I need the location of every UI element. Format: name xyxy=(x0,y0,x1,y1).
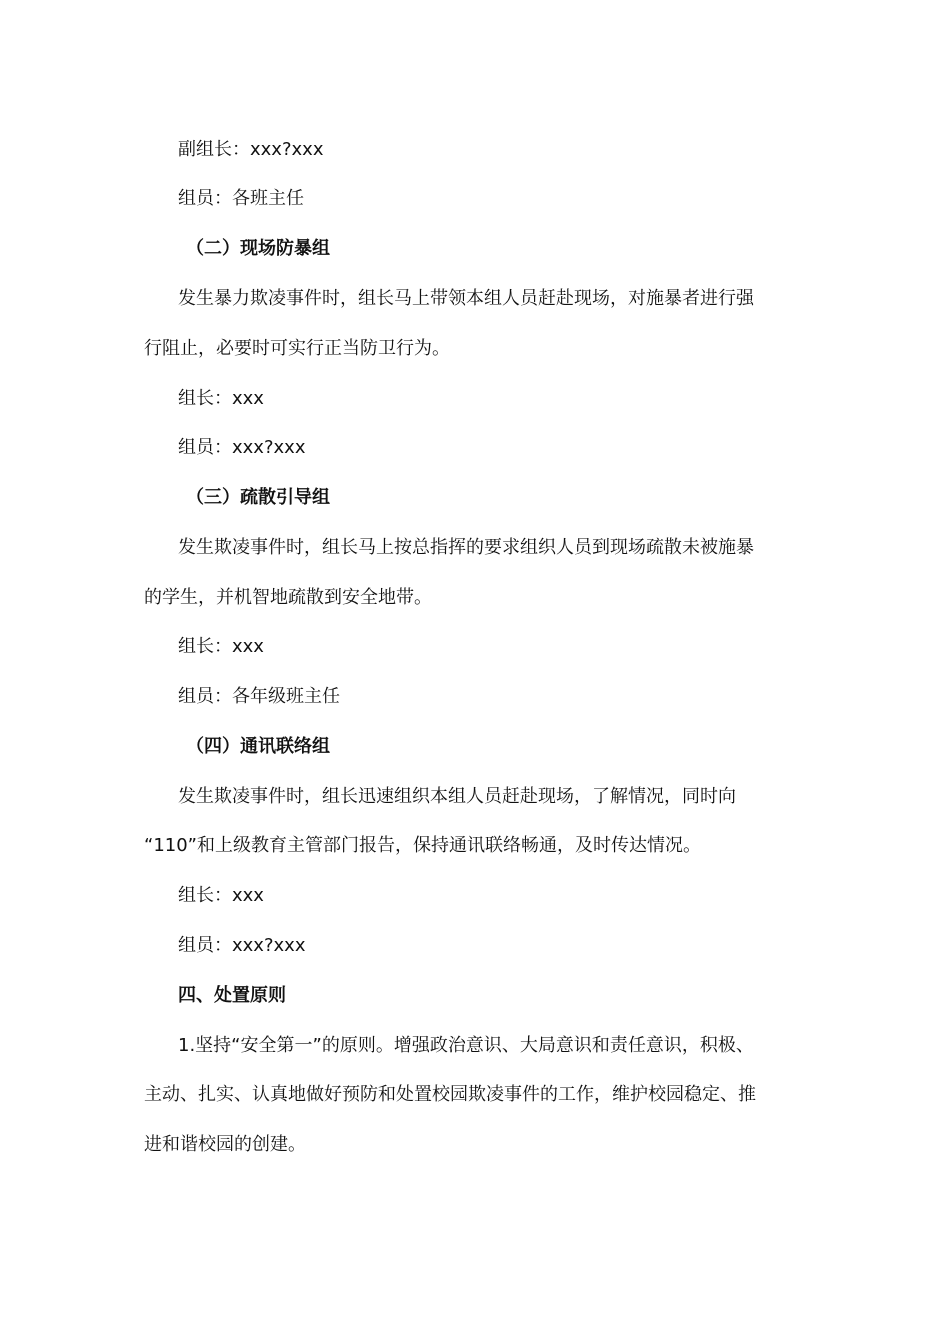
paragraph-line: 1.坚持“安全第一”的原则。增强政治意识、大局意识和责任意识，积极、 xyxy=(178,1035,754,1056)
leader-line: 组长：xxx xyxy=(178,636,264,657)
section-heading-evacuation: （三）疏散引导组 xyxy=(186,487,330,508)
members-line: 组员：xxx?xxx xyxy=(178,437,306,458)
paragraph-line: “110”和上级教育主管部门报告，保持通讯联络畅通，及时传达情况。 xyxy=(144,835,702,856)
deputy-leader-line: 副组长：xxx?xxx xyxy=(178,139,324,160)
paragraph-line: 发生暴力欺凌事件时，组长马上带领本组人员赶赴现场，对施暴者进行强 xyxy=(178,288,754,309)
paragraph-line: 行阻止，必要时可实行正当防卫行为。 xyxy=(144,338,450,359)
members-line: 组员：各班主任 xyxy=(178,188,304,209)
paragraph-line: 发生欺凌事件时，组长马上按总指挥的要求组织人员到现场疏散未被施暴 xyxy=(178,537,754,558)
section-heading-principles: 四、处置原则 xyxy=(178,985,286,1006)
section-heading-riot-control: （二）现场防暴组 xyxy=(186,238,330,259)
members-line: 组员：各年级班主任 xyxy=(178,686,340,707)
leader-line: 组长：xxx xyxy=(178,388,264,409)
section-heading-communication: （四）通讯联络组 xyxy=(186,736,330,757)
paragraph-line: 发生欺凌事件时，组长迅速组织本组人员赶赴现场，了解情况，同时向 xyxy=(178,786,736,807)
members-line: 组员：xxx?xxx xyxy=(178,935,306,956)
leader-line: 组长：xxx xyxy=(178,885,264,906)
paragraph-line: 主动、扎实、认真地做好预防和处置校园欺凌事件的工作，维护校园稳定、推 xyxy=(144,1084,756,1105)
paragraph-line: 进和谐校园的创建。 xyxy=(144,1134,306,1155)
paragraph-line: 的学生，并机智地疏散到安全地带。 xyxy=(144,587,432,608)
